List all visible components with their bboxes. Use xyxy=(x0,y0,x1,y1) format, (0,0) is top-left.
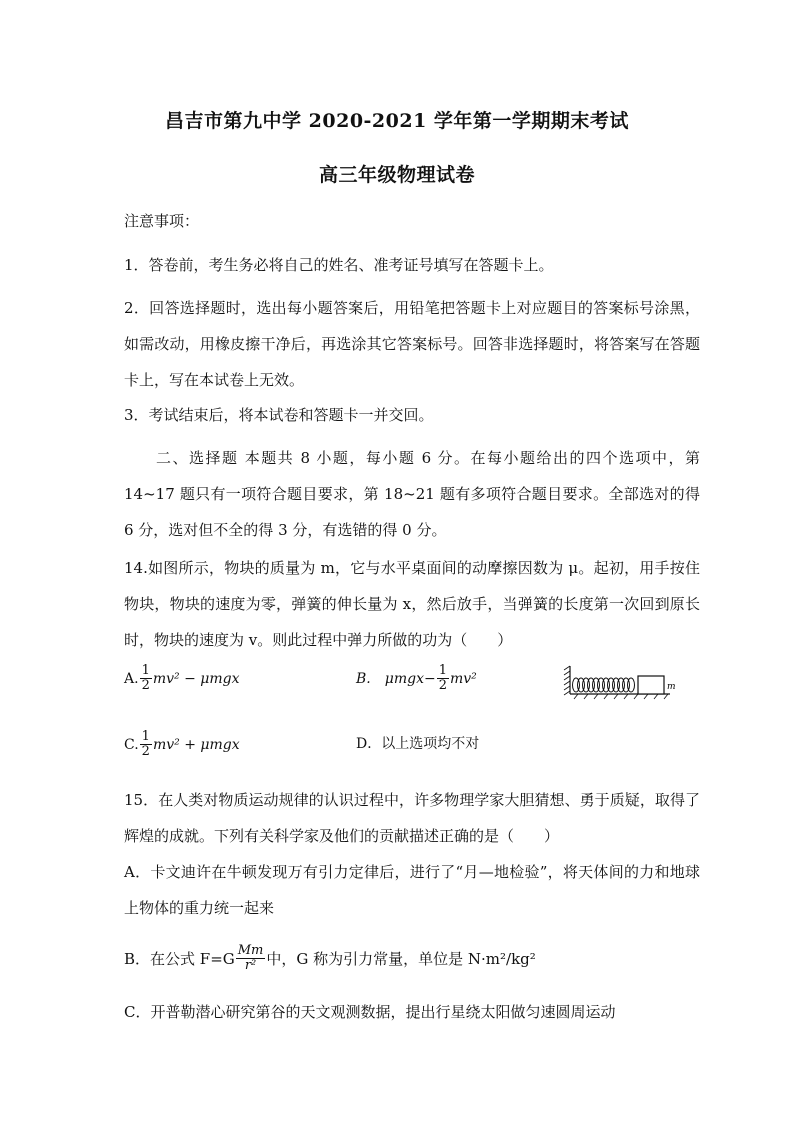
q14-option-a-prefix: A. xyxy=(124,670,139,687)
q15-option-c: C．开普勒潜心研究第谷的天文观测数据，提出行星绕太阳做匀速圆周运动 xyxy=(124,1003,616,1021)
q14-option-c-prefix: C. xyxy=(124,736,139,753)
fraction-numerator: 1 xyxy=(438,663,447,678)
fraction-denominator: 2 xyxy=(438,678,447,693)
fraction-denominator: 2 xyxy=(141,678,150,693)
q15-stem: 15．在人类对物质运动规律的认识过程中，许多物理学家大胆猜想、勇于质疑，取得了辉煌的成就。下列有关科学家及他们的贡献描述正确的是（ ） xyxy=(124,791,700,845)
q14-option-b-fraction xyxy=(437,664,449,693)
q14-option-b-expression: mv² xyxy=(449,670,477,687)
fraction-denominator: r² xyxy=(244,958,257,973)
notice-item-2: 2．回答选择题时，选出每小题答案后，用铅笔把答题卡上对应题目的答案标号涂黑，如需改动，用橡皮擦干净后，再选涂其它答案标号。回答非选择题时，将答案写在答题卡上，写在本试卷上无效。 xyxy=(124,299,700,389)
q14-option-b xyxy=(356,664,477,693)
notice-item-3: 3．考试结束后，将本试卷和答题卡一并交回。 xyxy=(124,406,434,424)
fraction-numerator: Mm xyxy=(237,943,264,958)
q14-option-a xyxy=(124,664,240,693)
q15-option-b-suffix: 中，G 称为引力常量，单位是 N·m²/kg² xyxy=(266,949,536,968)
q15-option-b-prefix: B．在公式 F=G xyxy=(124,949,235,968)
fraction-numerator: 1 xyxy=(141,663,150,678)
q15-option-b xyxy=(124,944,536,973)
spring-block-figure xyxy=(560,660,690,702)
q15-option-b-fraction xyxy=(236,944,266,973)
q14-option-b-prefix: B. μmgx− xyxy=(356,670,436,687)
q14-option-a-expression: mv² − μmgx xyxy=(152,670,240,687)
figure-mass-label: m xyxy=(667,682,676,692)
q14-option-c-fraction xyxy=(140,730,152,759)
fraction-numerator: 1 xyxy=(141,729,150,744)
q14-option-d: D．以上选项均不对 xyxy=(356,736,480,752)
q14-option-a-fraction xyxy=(140,664,152,693)
notice-item-1: 1．答卷前，考生务必将自己的姓名、准考证号填写在答题卡上。 xyxy=(124,256,554,274)
exam-title: 昌吉市第九中学 2020-2021 学年第一学期期末考试 xyxy=(165,110,629,132)
q14-option-c-expression: mv² + μmgx xyxy=(152,736,240,753)
fraction-denominator: 2 xyxy=(141,744,150,759)
exam-subtitle: 高三年级物理试卷 xyxy=(318,164,475,186)
q15-option-a: A．卡文迪许在牛顿发现万有引力定律后，进行了“月—地检验”，将天体间的力和地球上物体的重力统一起来 xyxy=(124,863,700,917)
section-intro: 二、选择题 本题共 8 小题，每小题 6 分。在每小题给出的四个选项中，第 14~17 题只有一项符合题目要求，第 18~21 题有多项符合题目要求。全部选对的得 6 分，选对但不全的得 3 分，有选错的得 0 分。 xyxy=(124,449,700,539)
q14-stem: 14.如图所示，物块的质量为 m，它与水平桌面间的动摩擦因数为 μ。起初，用手按住物块，物块的速度为零，弹簧的伸长量为 x，然后放手，当弹簧的长度第一次回到原长时，物块的速度为 v。则此过程中弹力所做的功为（ ） xyxy=(124,559,700,649)
q14-option-c xyxy=(124,730,240,759)
notice-heading: 注意事项： xyxy=(124,212,200,230)
